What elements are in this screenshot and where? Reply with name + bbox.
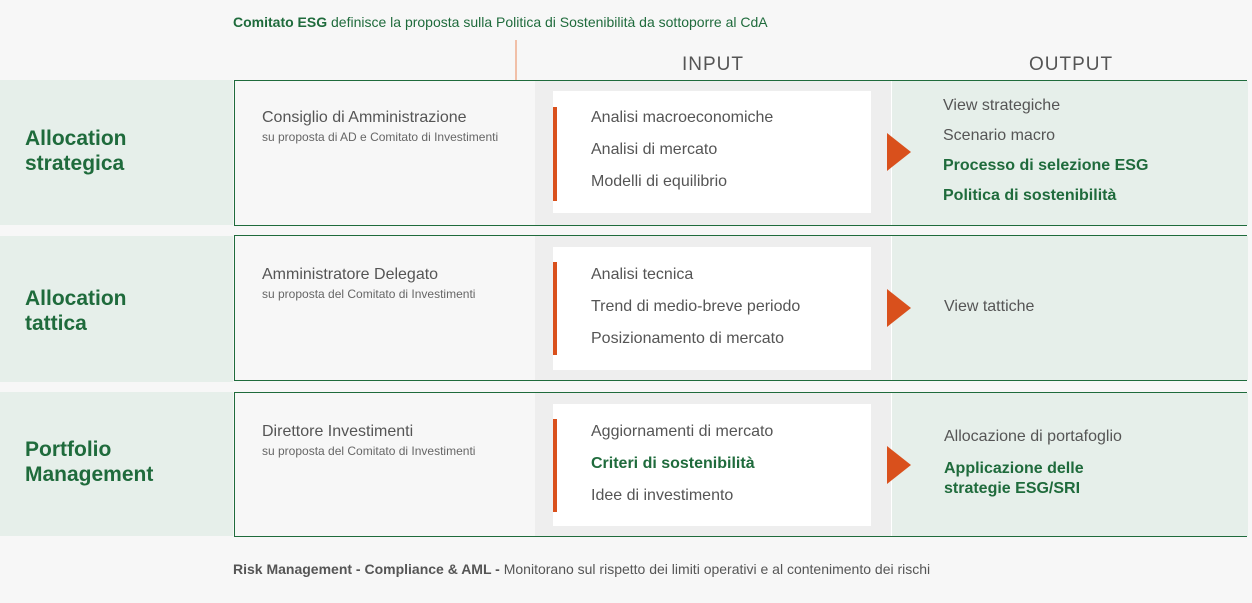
- input-item-highlight: Criteri di sostenibilità: [591, 455, 755, 472]
- output-item-highlight: Politica di sostenibilità: [943, 187, 1117, 204]
- output-item: View strategiche: [943, 97, 1061, 114]
- input-card: [553, 247, 871, 370]
- role-title: Direttore Investimenti: [262, 423, 414, 440]
- role-title: Amministratore Delegato: [262, 266, 439, 283]
- input-item: Aggiornamenti di mercato: [591, 423, 774, 440]
- input-item: Analisi macroeconomiche: [591, 109, 774, 126]
- input-card: [553, 404, 871, 526]
- input-item: Analisi tecnica: [591, 266, 694, 283]
- row-label-line1: Allocation: [25, 127, 127, 150]
- input-item: Posizionamento di mercato: [591, 330, 784, 347]
- role-subtitle: su proposta del Comitato di Investimenti: [262, 444, 476, 458]
- esg-committee-note: [233, 14, 768, 30]
- output-column-header: OUTPUT: [1029, 54, 1114, 75]
- input-item: Modelli di equilibrio: [591, 173, 728, 190]
- risk-management-label: Risk Management - Compliance & AML -: [233, 561, 504, 577]
- row-label-line2: tattica: [25, 312, 87, 335]
- risk-management-text: Monitorano sul rispetto dei limiti operativi e al contenimento dei rischi: [503, 561, 931, 577]
- arrow-right-icon: [887, 446, 911, 484]
- risk-management-note: [233, 561, 930, 577]
- row-label-line1: Portfolio: [25, 438, 112, 461]
- output-item-highlight: Applicazione delle: [944, 460, 1084, 477]
- input-item: Analisi di mercato: [591, 141, 718, 158]
- esg-committee-label: Comitato ESG: [233, 14, 328, 30]
- card-accent-bar: [553, 419, 557, 512]
- arrow-right-icon: [887, 133, 911, 171]
- esg-committee-text: definisce la proposta sulla Politica di Sostenibilità da sottoporre al CdA: [327, 14, 768, 30]
- output-item-highlight: strategie ESG/SRI: [944, 480, 1081, 497]
- arrow-right-icon: [887, 289, 911, 327]
- row-label-allocation-strategica: [0, 80, 233, 225]
- row-label-portfolio-management: [0, 392, 233, 536]
- role-title: Consiglio di Amministrazione: [262, 109, 467, 126]
- output-item: Scenario macro: [943, 127, 1056, 144]
- card-accent-bar: [553, 262, 557, 355]
- row-label-allocation-tattica: [0, 236, 233, 382]
- input-item: Idee di investimento: [591, 487, 734, 504]
- role-subtitle: su proposta di AD e Comitato di Investimenti: [262, 130, 499, 144]
- output-item: Allocazione di portafoglio: [944, 428, 1122, 445]
- input-column-header: INPUT: [682, 54, 744, 75]
- row-label-line2: Management: [25, 463, 154, 486]
- row-label-line1: Allocation: [25, 287, 127, 310]
- input-card: [553, 91, 871, 213]
- output-item: View tattiche: [944, 298, 1035, 315]
- input-item: Trend di medio-breve periodo: [591, 298, 801, 315]
- role-subtitle: su proposta del Comitato di Investimenti: [262, 287, 476, 301]
- card-accent-bar: [553, 107, 557, 201]
- output-item-highlight: Processo di selezione ESG: [943, 157, 1149, 174]
- row-label-line2: strategica: [25, 152, 125, 175]
